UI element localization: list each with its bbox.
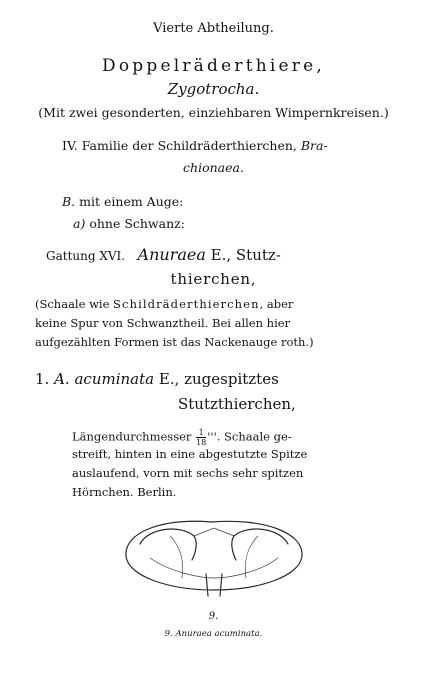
genus-common-name: thierchen, [170,270,257,288]
genus-note-line-2: keine Spur von Schwanztheil. Bei allen hier [35,316,291,330]
fraction-numerator: 1 [196,428,206,438]
section-a-text: ohne Schwanz: [85,216,185,231]
length-label: Längendurchmesser [72,429,196,444]
species-desc-line-1-end: Schaale ge- [220,429,292,444]
family-heading [62,140,328,153]
genus-author: E., Stutz- [205,246,281,264]
genus-name: Anuraea [137,245,206,264]
order-description: (Mit zwei gesonderten, einziehbaren Wimpernkreisen.) [38,105,389,120]
species-desc-line-4: Hörnchen. Berlin. [72,485,177,499]
genus-note-start: (Schaale wie [35,297,114,311]
species-genus-abbr: A. [54,370,70,388]
species-common-name: Stutzthierchen, [178,395,296,413]
species-epithet: acuminata [74,370,155,388]
species-desc-line-1 [72,428,292,447]
species-desc-line-3: auslaufend, vorn mit sechs sehr spitzen [72,466,304,480]
species-author: E., zugespitztes [154,370,279,388]
genus-label: Gattung XVI. [46,249,126,263]
section-a-heading [73,218,185,231]
fraction-unit: '''. [207,429,221,444]
species-heading [35,372,279,387]
figure-number: 9. [208,611,219,622]
posterior-spine [206,574,222,596]
family-heading-text: IV. Familie der Schildräderthierchen, [62,138,301,153]
section-a-letter: a) [73,216,86,231]
part-title: Vierte Abtheilung. [153,21,274,36]
family-latin-part1: Bra- [300,138,328,153]
shell-outline [126,521,302,590]
left-stria [170,536,183,578]
right-lobe [232,529,288,560]
right-stria [245,536,258,578]
order-title: Doppelräderthiere, [102,56,325,76]
section-b-text: mit einem Auge: [75,194,184,209]
left-lobe [140,529,196,560]
order-latin-name: Zygotrocha. [167,80,260,98]
species-desc-line-2: streift, hinten in eine abgestutzte Spitze [72,447,308,461]
genus-note-line-3: aufgezählten Formen ist das Nackenauge roth.) [35,335,314,349]
figure-caption: 9. Anuraea acuminata. [164,629,263,639]
fraction-denominator: 18 [196,438,207,447]
genus-note-line-1 [35,299,293,311]
family-latin-part2: chionaea. [183,160,244,175]
genus-heading [46,247,281,263]
genus-note-end: , aber [259,297,294,311]
anterior-horns [194,528,234,536]
species-number: 1. [35,370,50,388]
genus-note-spaced: Schildräderthierchen [113,297,260,311]
inner-contour [150,558,278,578]
section-b-heading [62,196,183,209]
section-b-letter: B. [62,194,76,209]
rotifer-illustration [110,518,320,598]
length-fraction [196,428,206,447]
